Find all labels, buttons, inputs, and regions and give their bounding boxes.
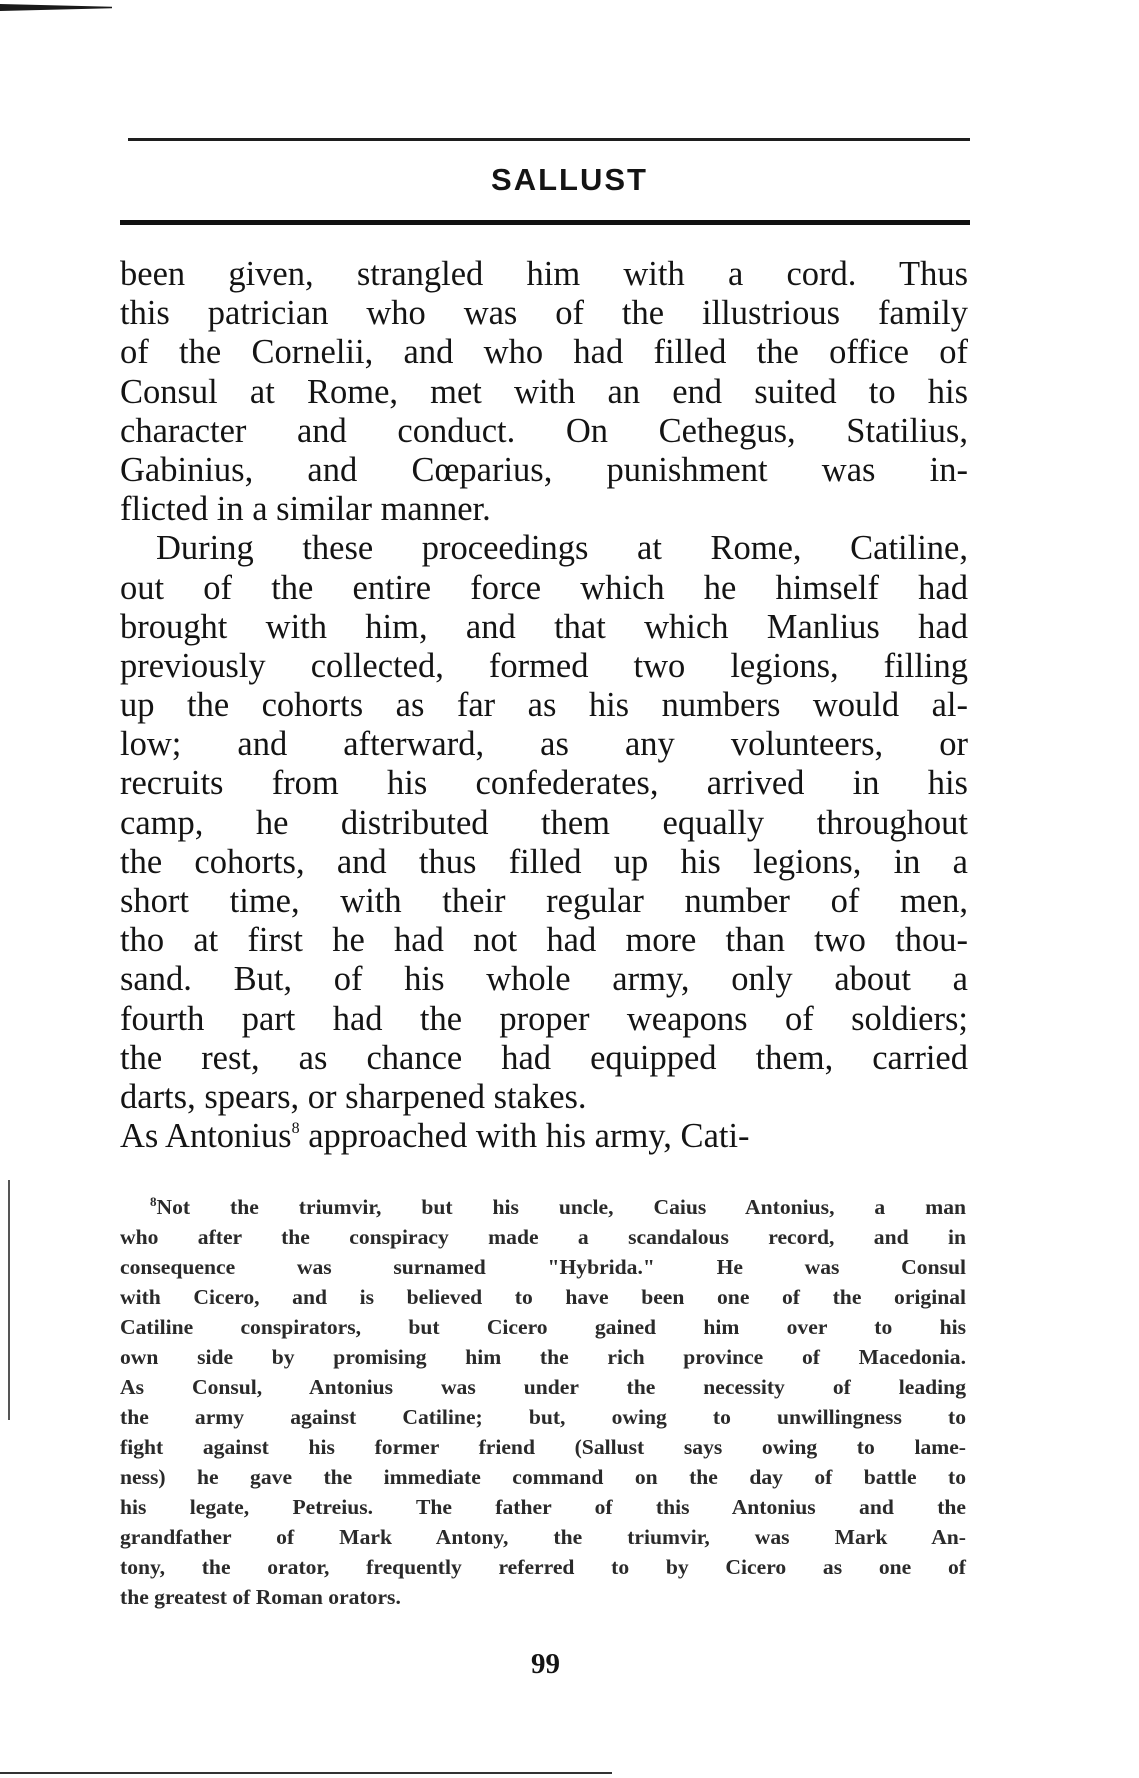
body-line: of the Cornelii, and who had filled the office of xyxy=(120,333,968,372)
body-line: previously collected, formed two legions, filling xyxy=(120,646,968,685)
body-line: camp, he distributed them equally throughout xyxy=(120,803,968,842)
footnote-line: tony, the orator, frequently referred to by Cicero as one of xyxy=(120,1555,966,1579)
body-line: brought with him, and that which Manlius had xyxy=(120,607,968,646)
footnote-line: fight against his former friend (Sallust says owing to lame- xyxy=(120,1435,966,1459)
body-line: the cohorts, and thus filled up his legions, in a xyxy=(120,842,968,881)
body-line: out of the entire force which he himself had xyxy=(120,568,968,607)
footnote-line: consequence was surnamed "Hybrida." He was Consul xyxy=(120,1255,966,1279)
body-line: flicted in a similar manner. xyxy=(120,490,491,529)
body-line: sand. But, of his whole army, only about a xyxy=(120,960,968,999)
footnote-line: with Cicero, and is believed to have been one of the original xyxy=(120,1285,966,1309)
footnote-line: Catiline conspirators, but Cicero gained him over to his xyxy=(120,1315,966,1339)
footnote-line: own side by promising him the rich province of Macedonia. xyxy=(120,1345,966,1369)
footnote-first-text: Not the triumvir, but his uncle, Caius Antonius, a man xyxy=(156,1195,966,1219)
body-line: been given, strangled him with a cord. Thus xyxy=(120,255,968,293)
scan-corner-mark xyxy=(0,4,112,11)
closing-text-start: As Antonius xyxy=(120,1117,292,1156)
head-rule xyxy=(120,220,970,225)
footnote xyxy=(120,1192,966,1612)
footnote-line: ness) he gave the immediate command on the day of battle to xyxy=(120,1465,966,1489)
footnote-line: the greatest of Roman orators. xyxy=(120,1585,401,1609)
body-line: darts, spears, or sharpened stakes. xyxy=(120,1077,587,1116)
body-line: character and conduct. On Cethegus, Statilius, xyxy=(120,411,968,450)
body-line: During these proceedings at Rome, Catiline, xyxy=(156,529,968,568)
page-number: 99 xyxy=(531,1648,560,1680)
closing-text-end: approached with his army, Cati- xyxy=(299,1117,750,1156)
footnote-line: the army against Catiline; but, owing to unwillingness to xyxy=(120,1405,966,1429)
footnote-line: who after the conspiracy made a scandalous record, and in xyxy=(120,1225,966,1249)
running-head: SALLUST xyxy=(491,162,648,197)
body-line: short time, with their regular number of men, xyxy=(120,882,968,920)
body-line-closing xyxy=(120,1117,968,1156)
body-lines xyxy=(120,255,968,1117)
footnote-lines xyxy=(120,1222,966,1612)
footnote-line: his legate, Petreius. The father of this Antonius and the xyxy=(120,1495,966,1519)
body-line: fourth part had the proper weapons of soldiers; xyxy=(120,999,968,1038)
body-line: Gabinius, and Cœparius, punishment was in- xyxy=(120,450,968,489)
footnote-line: grandfather of Mark Antony, the triumvir, was Mark An- xyxy=(120,1525,966,1549)
body-line: this patrician who was of the illustrious family xyxy=(120,294,968,333)
footnote-marker: 8 xyxy=(150,1194,157,1209)
body-line: Consul at Rome, met with an end suited to his xyxy=(120,372,968,411)
top-rule xyxy=(128,138,970,141)
main-text xyxy=(120,255,968,1156)
bottom-rule xyxy=(0,1772,612,1774)
body-line: recruits from his confederates, arrived in his xyxy=(120,764,968,803)
body-line: low; and afterward, as any volunteers, or xyxy=(120,725,968,764)
footnote-line-first xyxy=(120,1192,966,1222)
body-line: tho at first he had not had more than two thou- xyxy=(120,921,968,960)
body-line: up the cohorts as far as his numbers would al- xyxy=(120,686,968,725)
margin-line xyxy=(8,1180,10,1420)
footnote-reference: 8 xyxy=(291,1120,300,1138)
body-line: the rest, as chance had equipped them, carried xyxy=(120,1038,968,1077)
footnote-line: As Consul, Antonius was under the necessity of leading xyxy=(120,1375,966,1399)
